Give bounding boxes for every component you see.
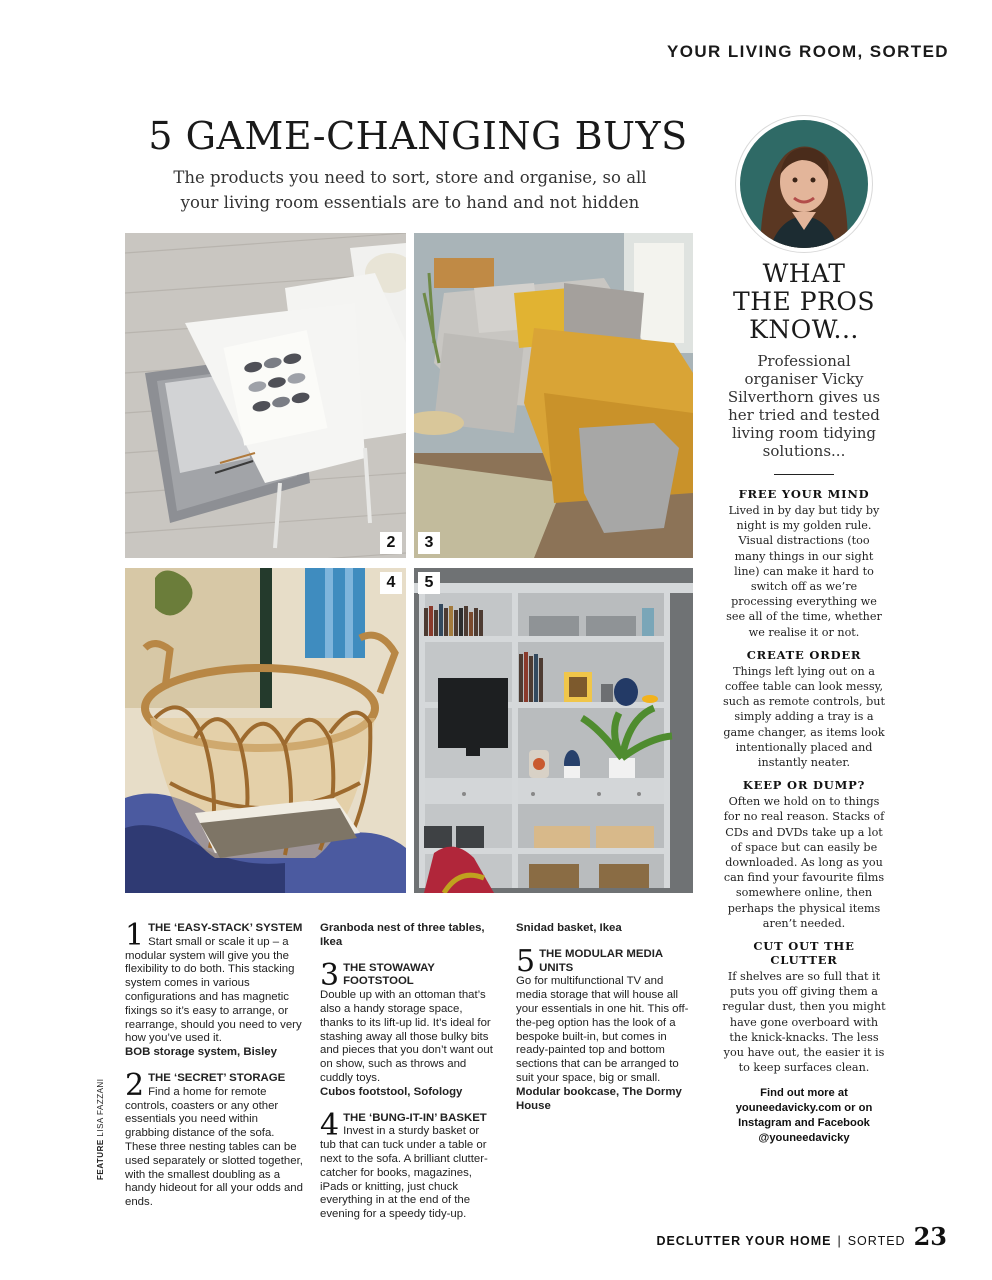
feature-subtitle [150,165,670,215]
pros-title-line-2: THE PROS [733,287,875,316]
photo-number-badge: 5 [418,572,440,594]
byline-name: LISA FAZZANI [96,1078,105,1137]
pros-intro: Professional organiser Vicky Silverthorn gives us her tried and tested living room tidying solutions... [727,352,881,460]
find-out-more [722,1086,886,1146]
photo-number-badge: 3 [418,532,440,554]
footer-separator: | [837,1234,842,1248]
footer-section: SORTED [847,1234,906,1248]
item-title: THE ‘SECRET’ STORAGE [148,1071,286,1084]
tip-heading: CUT OUT THE CLUTTER [753,939,855,968]
photo-media-unit [414,568,693,893]
item-body: Invest in a sturdy basket or tub that can tuck under a table or next to the sofa. A brilliant clutter-catcher for books, magazines, iPads or knitting, just chuck everything in at the end of the evening for a speedy tidy-up. [320,1125,488,1221]
tip-heading: KEEP OR DUMP? [742,778,866,793]
item-title: THE STOWAWAY FOOTSTOOL [343,961,435,988]
photo-sofa-footstool [414,233,693,558]
item-body: Go for multifunctional TV and media storage that will house all your essentials in one hit. This off-the-peg option has the look of a bespoke built-in, but comes in ready-painted top and bottom sections that can be arranged to suit your space, big or small. [516,975,689,1084]
pros-title-line-3: KNOW... [749,315,859,344]
page-footer [656,1222,947,1251]
buy-item-5 [516,943,694,1114]
tip-body: Often we hold on to things for no real reason. Stacks of CDs and DVDs take up a lot of space but can easily be downloaded. As long as you can find your favourite films somewhere online, then perhaps the physical items aren’t needed. [723,795,885,930]
pros-title [722,260,886,344]
expert-portrait [740,120,868,248]
item-title: THE ‘EASY-STACK’ SYSTEM [148,922,303,934]
item-number: 2 [125,1067,145,1103]
feature-byline [96,1080,116,1190]
item-credit: Granboda nest of three tables, Ikea [320,922,485,948]
tip [722,648,886,770]
item-credit: Snidad basket, Ikea [516,922,622,934]
buy-item-1 [125,918,303,1060]
item-credit: BOB storage system, Bisley [125,1046,277,1059]
item-body: Double up with an ottoman that’s also a handy storage space, thanks to its lift-up lid. It’s ideal for stashing away all those bulky bits and pieces that you don’t want out on show, such as throws and cuddly toys. [320,989,493,1084]
buy-item-4 [320,1107,498,1222]
buy-item-3 [320,957,498,1100]
tip [722,778,886,931]
buy-item-2 [125,1067,303,1210]
find-out-line: Find out more at [760,1086,848,1099]
item-number: 4 [320,1107,340,1143]
divider [774,474,834,475]
tip-heading: FREE YOUR MIND [738,487,870,501]
tip-heading: CREATE ORDER [746,647,862,662]
tip-body: Lived in by day but tidy by night is my golden rule. Visual distractions (too many things in our sight line) can make it hard to switch off as we’re processing everything we see all of the time, whether we realise it or not. [726,504,882,639]
tip-body: Things left lying out on a coffee table can look messy, such as remote controls, but simply adding a tray is a game changer, as items look intentionally placed and instantly neater. [722,664,885,770]
item-number: 3 [320,957,340,993]
text-column-3 [516,922,694,1113]
feature-title: 5 GAME-CHANGING BUYS [148,114,688,158]
text-column-2 [320,922,498,1222]
subtitle-line-1: The products you need to sort, store and organise, so all [173,168,647,187]
find-out-line: @youneedavicky [758,1131,850,1144]
pros-title-line-1: WHAT [762,259,846,288]
byline-label: FEATURE [96,1139,105,1180]
find-out-line: youneedavicky.com or on [735,1101,873,1114]
photo-number-badge: 4 [380,572,402,594]
item-body: Start small or scale it up – a modular system will give you the flexibility to do both. This stacking system comes in various configurations and has magnetic fixings so it’s easy to arrange, or rearrange, should you need to very how you’ve used it. [125,935,302,1045]
section-tag: YOUR LIVING ROOM, SORTED [666,42,949,61]
item-body: Find a home for remote controls, coasters or any other essentials you need within grabbing distance of the sofa. These three nesting tables can be used separately or slotted together, with the smallest doubling as a handy hideout for all your odds and ends. [125,1085,303,1209]
photo-nesting-tables [125,233,406,558]
footer-magazine: DECLUTTER YOUR HOME [656,1234,832,1248]
tip-body: If shelves are so full that it puts you off giving them a regular dust, then you might have gone overboard with the knick-knacks. The less you have out, the easier it is to keep surfaces clean. [722,970,886,1075]
photo-rattan-basket [125,568,406,893]
page-number: 23 [913,1222,947,1251]
item-title: THE ‘BUNG-IT-IN’ BASKET [343,1111,487,1124]
photo-number-badge: 2 [380,532,402,554]
item-number: 5 [516,943,536,979]
tip [722,487,886,640]
item-credit: Modular bookcase, The Dormy House [516,1085,682,1112]
pros-sidebar [722,120,886,1146]
item-credit: Cubos footstool, Sofology [320,1085,463,1098]
item-number: 1 [125,918,145,953]
subtitle-line-2: your living room essentials are to hand and not hidden [180,193,640,212]
tip [722,939,886,1075]
item-title: THE MODULAR MEDIA UNITS [539,947,663,974]
find-out-line: Instagram and Facebook [738,1116,870,1129]
text-column-1 [125,918,303,1210]
